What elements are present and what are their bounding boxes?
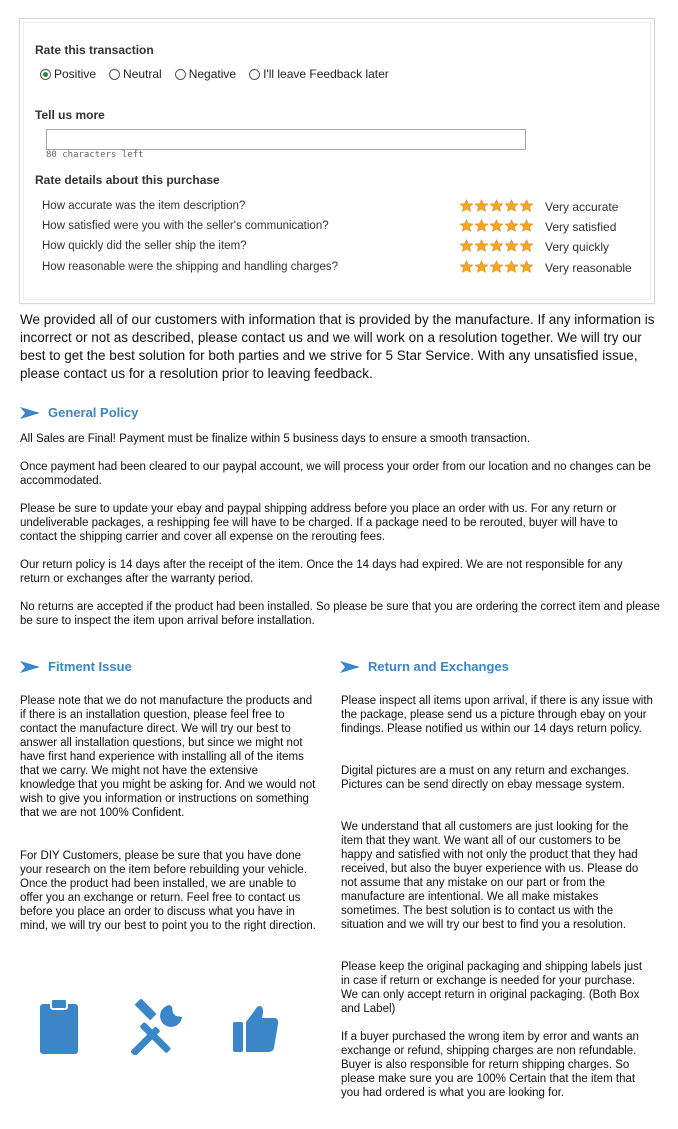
rating-label: Very reasonable — [545, 261, 632, 275]
star-icon[interactable] — [519, 260, 534, 273]
tools-icon — [130, 999, 188, 1060]
returns-paragraph: If a buyer purchased the wrong item by error and wants an exchange or refund, shipping charges are non refundable. Buyer is also responsible for return shipping charges. So please make sure you are 100% Certain that the item that you had ordered is what you are looking for. — [341, 1031, 639, 1099]
thumbs-up-icon — [233, 1002, 279, 1059]
fitment-paragraph: For DIY Customers, please be sure that you have done your research on the item before rebuilding your vehicle. Once the product had been installed, we are unable to offer you an exchange or return. Feel free to contact us before you place an order to discuss what you have in mind, we will try our best to point you to the right direction. — [20, 850, 316, 932]
policy-paragraph: Please be sure to update your ebay and paypal shipping address before you place an order with us. For any return or undeliverable packages, a reshipping fee will have to be charged. If a package need to be rerouted, buyer will have to contact the shipping carrier and cover all expense on the rerouting fees. — [20, 503, 618, 543]
general-policy-title: General Policy — [48, 405, 139, 420]
star-icon[interactable] — [504, 219, 519, 232]
returns-paragraph: Digital pictures are a must on any return and exchanges. Pictures can be send directly on ebay message system. — [341, 765, 630, 791]
star-icon[interactable] — [459, 199, 474, 212]
policy-paragraph: All Sales are Final! Payment must be finalize within 5 business days to ensure a smooth transaction. — [20, 433, 531, 445]
radio-indicator[interactable] — [109, 69, 120, 80]
star-icon[interactable] — [459, 239, 474, 252]
star-rating[interactable] — [459, 260, 534, 273]
detail-question: How quickly did the seller ship the item? — [42, 240, 247, 252]
star-icon[interactable] — [519, 219, 534, 232]
star-rating[interactable] — [459, 199, 534, 212]
radio-indicator-checked[interactable] — [40, 69, 51, 80]
star-icon[interactable] — [504, 199, 519, 212]
radio-leave-later[interactable] — [249, 67, 389, 81]
rating-label: Very quickly — [545, 240, 610, 254]
star-icon[interactable] — [489, 239, 504, 252]
star-icon[interactable] — [474, 239, 489, 252]
radio-indicator[interactable] — [175, 69, 186, 80]
star-icon[interactable] — [504, 260, 519, 273]
star-icon[interactable] — [474, 219, 489, 232]
rate-transaction-title: Rate this transaction — [35, 43, 154, 57]
feedback-panel-inner — [23, 22, 651, 300]
radio-negative[interactable] — [175, 67, 236, 81]
arrow-right-icon — [340, 661, 360, 673]
rating-label: Very accurate — [545, 200, 619, 214]
general-policy-heading — [20, 405, 138, 420]
returns-paragraph: Please inspect all items upon arrival, if there is any issue with the package, please send us a picture through ebay on your findings. Please notified us within our 14 days return policy. — [341, 695, 653, 735]
intro-paragraph: We provided all of our customers with information that is provided by the manufacture. If any information is incorrect or not as described, please contact us and we will work on a resolution together. We will try our best to get the best solution for both parties and we strive for 5 Star Service. With any unsatisfied issue, please contact us for a resolution prior to leaving feedback. — [20, 312, 655, 381]
detail-question: How reasonable were the shipping and handling charges? — [42, 261, 339, 273]
radio-neutral[interactable] — [109, 67, 162, 81]
star-icon[interactable] — [519, 239, 534, 252]
policy-paragraph: Once payment had been cleared to our paypal account, we will process your order from our location and no changes can be accommodated. — [20, 461, 651, 487]
comment-input[interactable] — [46, 129, 526, 150]
radio-label: Neutral — [123, 67, 162, 81]
detail-question: How satisfied were you with the seller's communication? — [42, 220, 329, 232]
arrow-right-icon — [20, 407, 40, 419]
rating-options — [40, 67, 402, 81]
returns-paragraph: Please keep the original packaging and shipping labels just in case if return or exchange is needed for your purchase. We can only accept return in original packaging. (Both Box and Label) — [341, 961, 643, 1015]
star-icon[interactable] — [489, 199, 504, 212]
fitment-heading — [20, 659, 132, 674]
star-icon[interactable] — [459, 260, 474, 273]
radio-indicator[interactable] — [249, 69, 260, 80]
star-icon[interactable] — [489, 219, 504, 232]
star-icon[interactable] — [474, 260, 489, 273]
star-icon[interactable] — [504, 239, 519, 252]
clipboard-icon — [38, 998, 80, 1061]
returns-paragraph: We understand that all customers are just looking for the item that they want. We want all of our customers to be happy and satisfied with not only the product that they had received, but also the buyer experience with us. Please do not assume that any mistake on our part or from the manufacture are intentional. We all make mistakes sometimes. The best solution is to contact us with the situation and we will try our best to find you a resolution. — [341, 821, 639, 931]
chars-left-counter: 80 characters left — [46, 150, 144, 160]
star-icon[interactable] — [489, 260, 504, 273]
arrow-right-icon — [20, 661, 40, 673]
rating-label: Very satisfied — [545, 220, 617, 234]
returns-title: Return and Exchanges — [368, 659, 509, 674]
radio-label: Negative — [188, 67, 237, 81]
returns-heading — [340, 659, 509, 674]
star-rating[interactable] — [459, 239, 534, 252]
detail-question: How accurate was the item description? — [42, 200, 246, 212]
policy-paragraph: Our return policy is 14 days after the receipt of the item. Once the 14 days had expired. We are not responsible for any return or exchanges after the warranty period. — [20, 559, 623, 585]
star-icon[interactable] — [519, 199, 534, 212]
star-icon[interactable] — [459, 219, 474, 232]
star-rating[interactable] — [459, 219, 534, 232]
feedback-panel — [19, 18, 655, 304]
radio-label: I'll leave Feedback later — [263, 67, 389, 81]
rate-details-title: Rate details about this purchase — [35, 173, 220, 187]
radio-label: Positive — [54, 67, 97, 81]
radio-positive[interactable] — [40, 67, 96, 81]
star-icon[interactable] — [474, 199, 489, 212]
fitment-title: Fitment Issue — [48, 659, 132, 674]
tell-us-more-label: Tell us more — [35, 108, 105, 122]
policy-paragraph: No returns are accepted if the product had been installed. So please be sure that you are ordering the correct item and please be sure to inspect the item upon arrival before installation. — [20, 601, 660, 627]
fitment-paragraph: Please note that we do not manufacture the products and if there is an installation question, please feel free to contact the manufacture direct. We will try our best to answer all installation questions, but since we might not have first hand experience with installing all of the items that we carry. We might not have the extensive knowledge that you might be asking for. And we would not wish to give you information or instructions on something that we are not 100% Confident. — [20, 695, 316, 819]
